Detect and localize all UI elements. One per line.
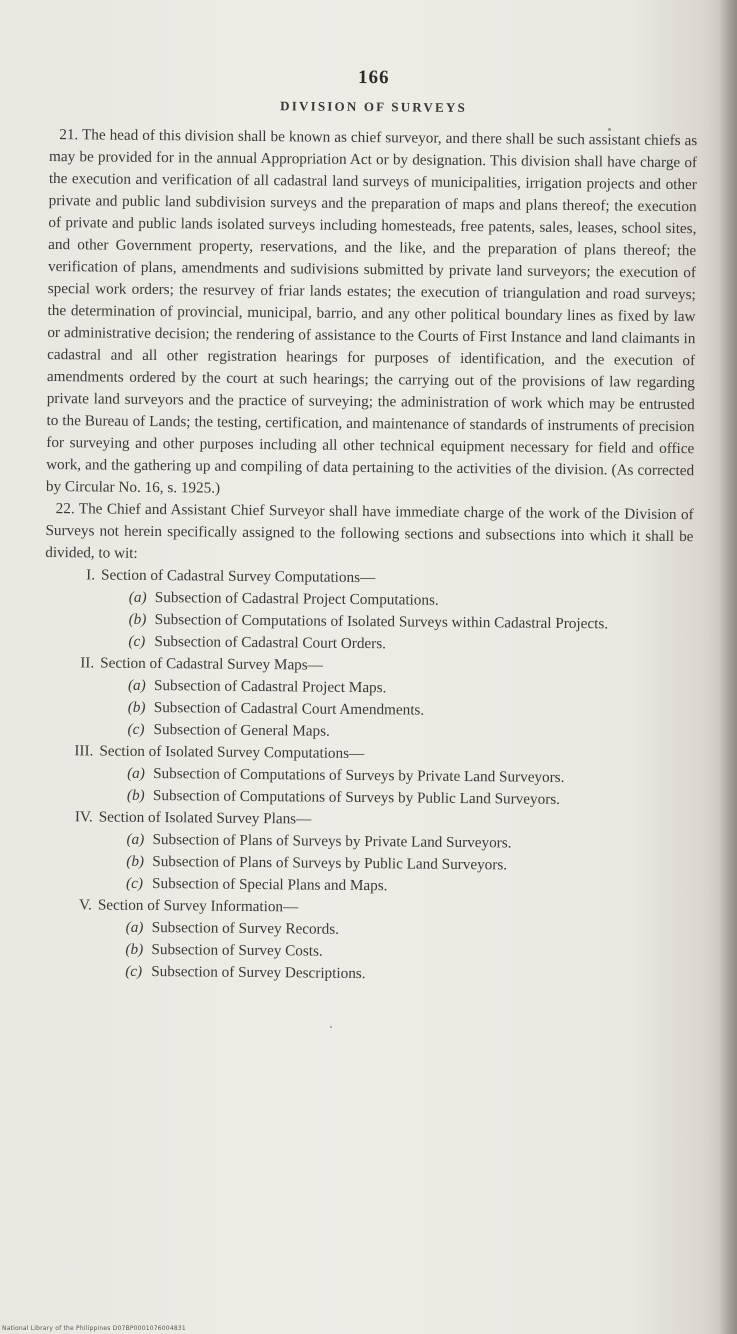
subsection-letter: (b) bbox=[126, 852, 145, 870]
section-title-text: Section of Cadastral Survey Maps— bbox=[100, 654, 324, 674]
subsection-text: Subsection of Survey Records. bbox=[151, 919, 340, 938]
subsection-text: Subsection of Plans of Surveys by Private Land Surveyors. bbox=[152, 831, 512, 852]
section-title-text: Section of Survey Information— bbox=[97, 896, 299, 916]
subsection-letter: (b) bbox=[125, 940, 144, 958]
subsection-letter: (a) bbox=[127, 764, 145, 782]
subsection-text: Subsection of General Maps. bbox=[153, 721, 330, 740]
section-item bbox=[42, 806, 691, 900]
subsection-letter: (a) bbox=[125, 918, 144, 936]
subsection-text: Subsection of Computations of Surveys by Public Land Surveyors. bbox=[152, 787, 561, 808]
subsection-letter: (c) bbox=[125, 962, 143, 980]
subsection-list bbox=[43, 762, 691, 812]
page-number: 166 bbox=[357, 66, 390, 89]
subsection-letter: (b) bbox=[128, 610, 147, 628]
subsection-text: Subsection of Cadastral Project Maps. bbox=[153, 677, 387, 697]
scan-credit: National Library of the Philippines D07BP0001076004831 bbox=[2, 1325, 186, 1332]
subsection-list bbox=[42, 828, 691, 900]
subsection-text: Subsection of Special Plans and Maps. bbox=[152, 875, 388, 895]
section-numeral: V. bbox=[78, 896, 92, 914]
paragraph-21: 21. The head of this division shall be known as chief surveyor, and there shall be such assistant chiefs as may be provided for in the annual Appropriation Act or by designation. This division shall have charge of the execution and verification of all cadastral land surveys of municipalities, irrigation projects and other private and public land subdivision surveys and the preparation of maps and plans thereof; the execution of private and public lands isolated surveys including homesteads, free patents, sales, leases, school sites, and other Government property, reservations, and the like, and the preparation of plans thereof; the verification of plans, amendments and sudivisions submitted by private land surveyors; the execution of special work orders; the resurvey of friar lands estates; the execution of triangulation and road surveys; the determination of provincial, municipal, barrio, and any other political boundary lines as fixed by law or administrative decision; the rendering of assistance to the Courts of First Instance and land claimants in cadastral and all other registration hearings for purposes of identification, and the execution of amendments ordered by the court at such hearings; the carrying out of the provisions of law regarding private land surveyors and the practice of surveying; the administration of work which may be entrusted to the Bureau of Lands; the testing, certification, and maintenance of standards of instruments of precision for surveying and other purposes including all other technical equipment necessary for field and office work, and the gathering up and compiling of data pertaining to the activities of the division. (As corrected by Circular No. 16, s. 1925.) bbox=[45, 126, 698, 497]
section-title-text: Section of Isolated Survey Plans— bbox=[98, 808, 312, 828]
subsection-letter: (c) bbox=[127, 720, 145, 738]
subsection-text: Subsection of Computations of Surveys by Private Land Surveyors. bbox=[153, 765, 565, 786]
subsection-text: Subsection of Survey Descriptions. bbox=[151, 963, 366, 983]
subsection-text: Subsection of Survey Costs. bbox=[151, 941, 323, 960]
section-numeral: III. bbox=[74, 742, 94, 760]
section-heading: DIVISION OF SURVEYS bbox=[280, 98, 468, 116]
subsection-text: Subsection of Cadastral Project Computations. bbox=[154, 589, 439, 609]
paragraph-22: 22. The Chief and Assistant Chief Surveyor shall have immediate charge of the work of the Division of Surveys not herein specifically assigned to the following sections and subsections into which it shall be divided, to wit: bbox=[45, 500, 694, 562]
section-item bbox=[41, 894, 690, 988]
subsection-letter: (a) bbox=[128, 588, 147, 606]
section-title-text: Section of Cadastral Survey Computations— bbox=[100, 566, 376, 587]
section-item bbox=[43, 740, 692, 812]
section-item bbox=[44, 564, 693, 658]
section-list bbox=[41, 564, 693, 988]
subsection-letter: (c) bbox=[126, 874, 144, 892]
section-title-text: Section of Isolated Survey Computations— bbox=[99, 742, 365, 763]
section-numeral: IV. bbox=[74, 808, 93, 826]
page-edge-shadow bbox=[719, 0, 737, 1334]
subsection-text: Subsection of Cadastral Court Orders. bbox=[154, 633, 387, 653]
subsection-letter: (b) bbox=[127, 698, 146, 716]
subsection-letter: (c) bbox=[128, 632, 146, 650]
subsection-text: Subsection of Computations of Isolated Surveys within Cadastral Projects. bbox=[154, 611, 609, 633]
section-numeral: I. bbox=[86, 566, 96, 584]
subsection-text: Subsection of Plans of Surveys by Public Land Surveyors. bbox=[152, 853, 508, 874]
subsection-letter: (a) bbox=[126, 830, 145, 848]
subsection-list bbox=[43, 674, 692, 746]
subsection-letter: (b) bbox=[126, 786, 145, 804]
subsection-text: Subsection of Cadastral Court Amendments. bbox=[153, 699, 425, 719]
subsection-list bbox=[44, 586, 693, 658]
document-body bbox=[41, 60, 698, 988]
subsection-list bbox=[41, 916, 690, 988]
subsection-letter: (a) bbox=[127, 676, 146, 694]
print-speck bbox=[330, 1026, 332, 1028]
section-numeral: II. bbox=[80, 654, 95, 672]
section-item bbox=[43, 652, 692, 746]
